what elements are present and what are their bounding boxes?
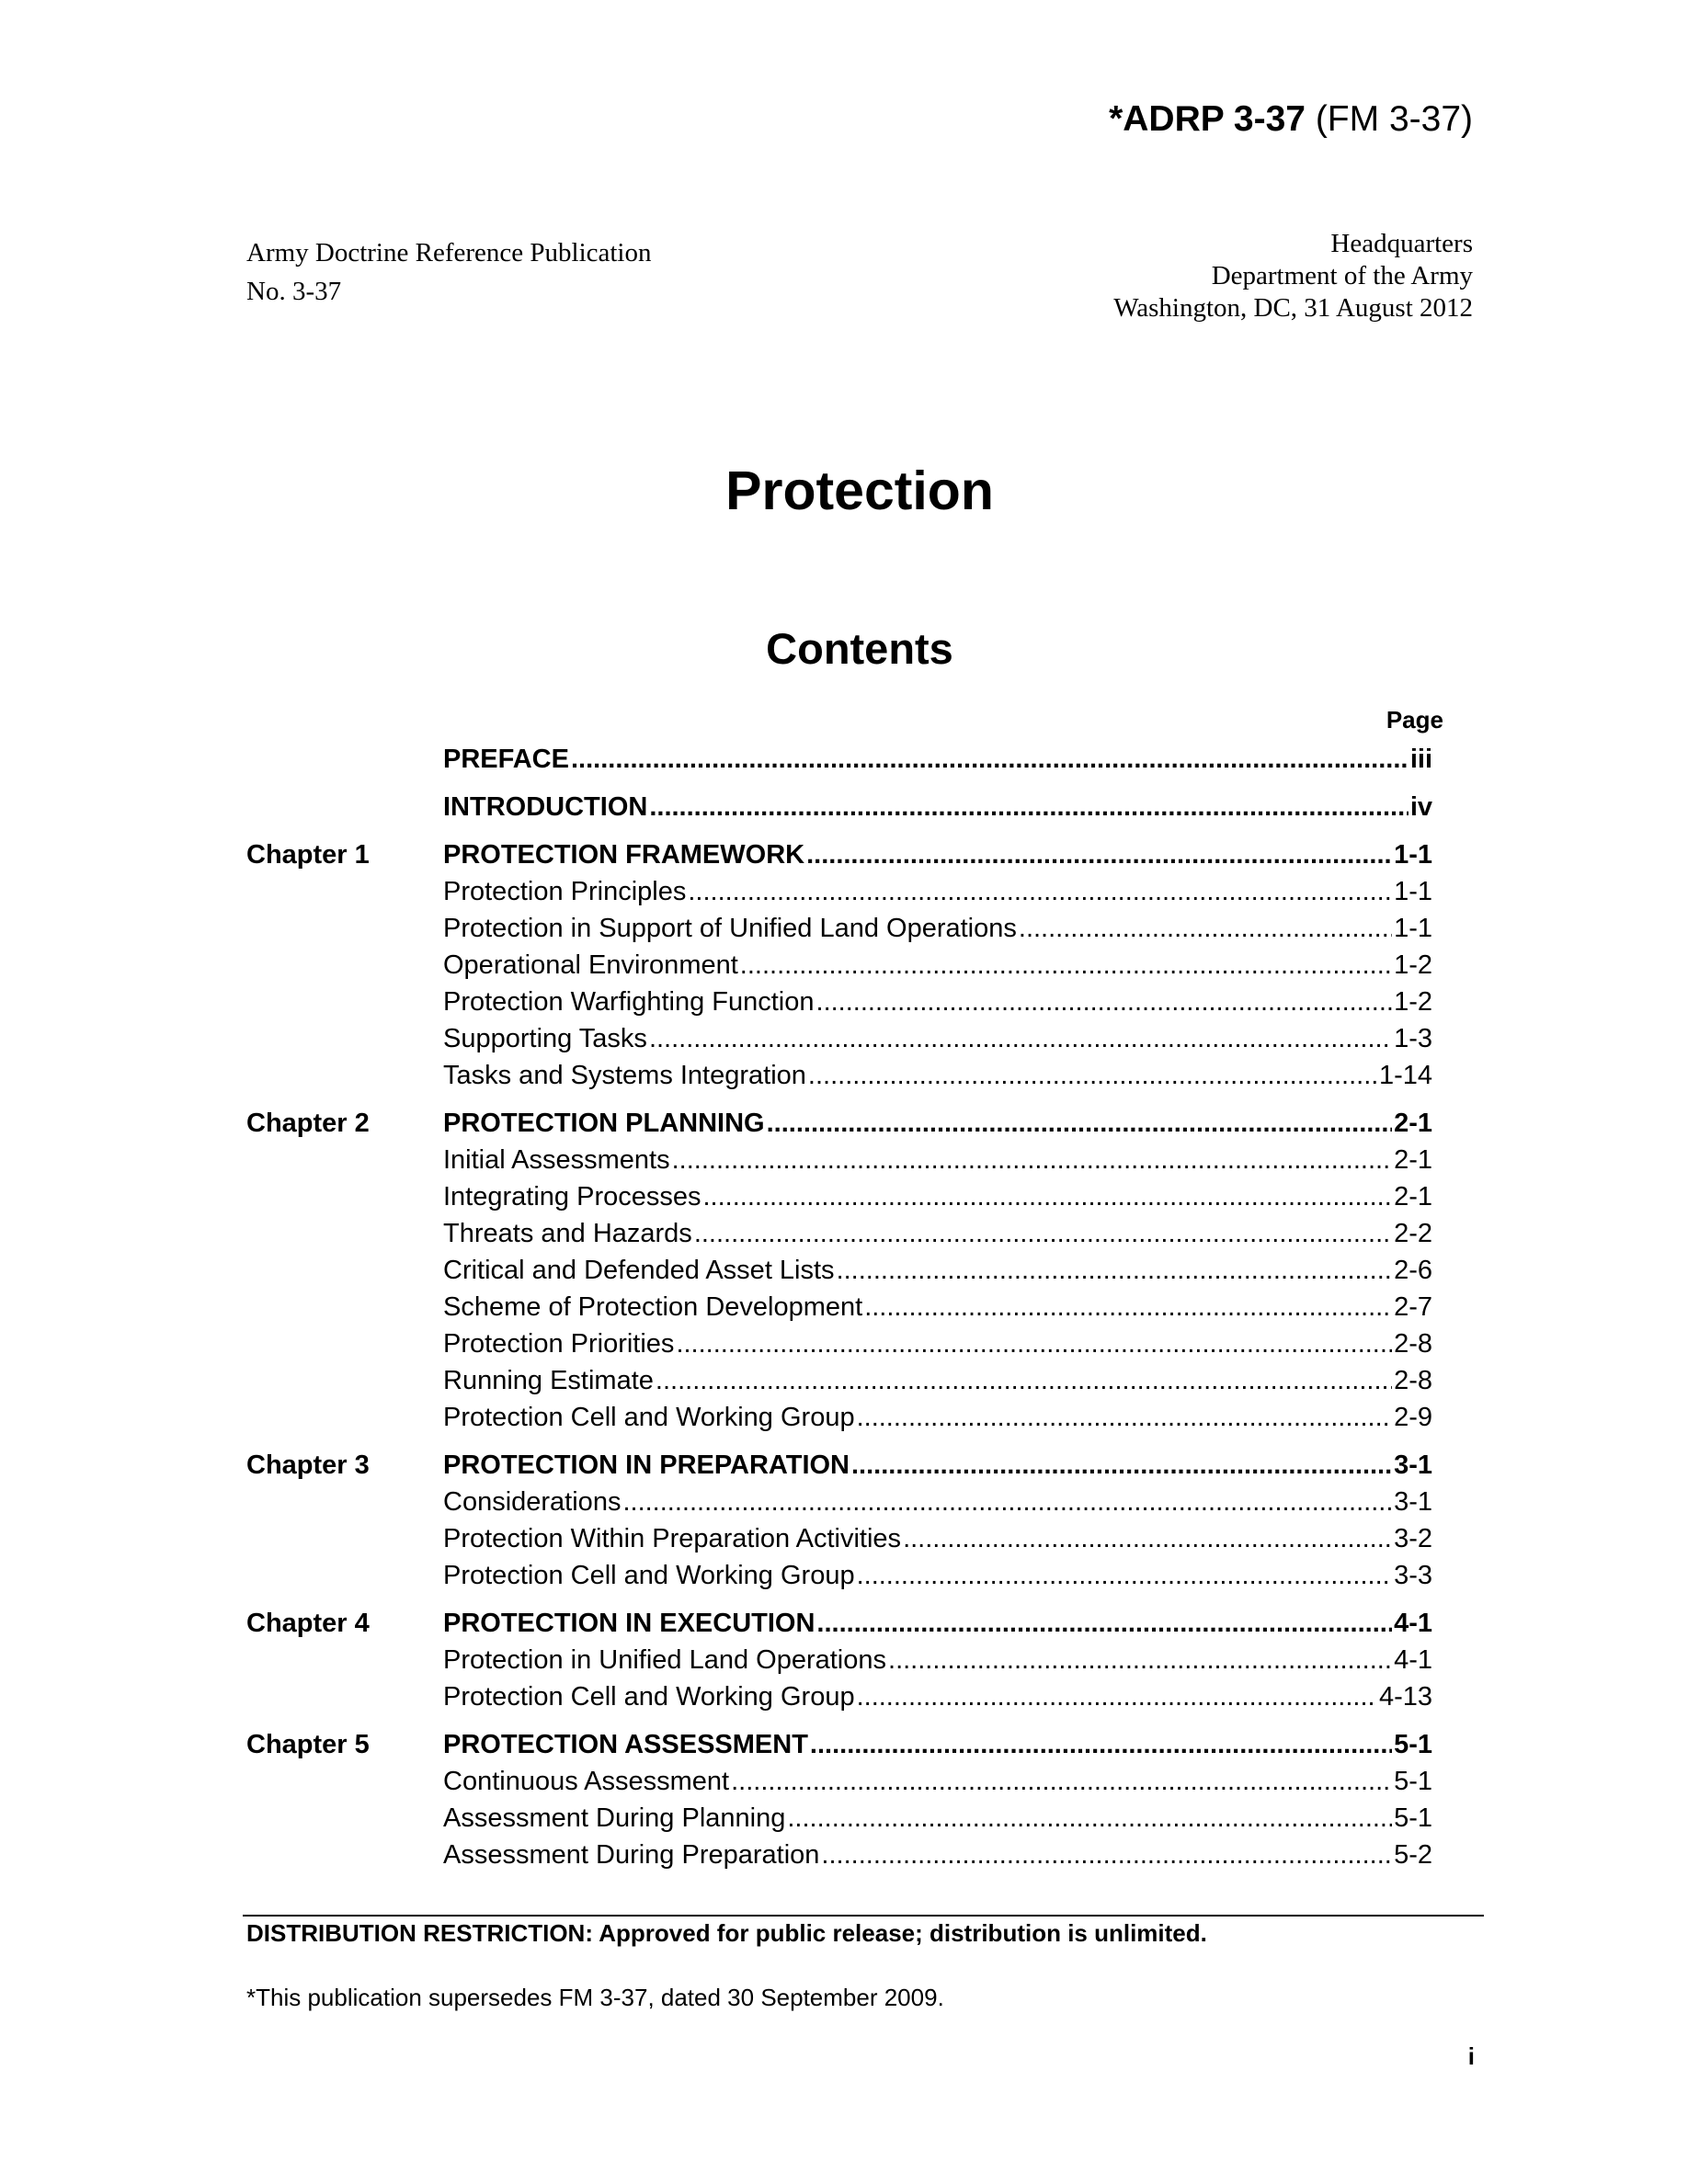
toc-entry-title: PROTECTION IN PREPARATION (443, 1450, 850, 1480)
toc-dot-leader (702, 1178, 1392, 1215)
toc-entry-title: Critical and Defended Asset Lists (443, 1256, 835, 1285)
toc-section-entry[interactable] (246, 1520, 1432, 1557)
toc-chapter-entry[interactable] (246, 1726, 1432, 1763)
toc-section-entry[interactable] (246, 1642, 1432, 1678)
toc-entry-title: Assessment During Planning (443, 1803, 786, 1833)
footer-divider (243, 1915, 1484, 1917)
toc-dot-leader (837, 1252, 1393, 1289)
toc-dot-leader (622, 1484, 1392, 1520)
toc-dot-leader (816, 1605, 1392, 1642)
toc-section-entry[interactable] (246, 873, 1432, 910)
distribution-restriction: DISTRIBUTION RESTRICTION: Approved for public release; distribution is unlimited. (246, 1919, 1207, 1947)
document-title: Protection (725, 461, 994, 521)
toc-section-entry[interactable] (246, 947, 1432, 984)
toc-entry-title: PROTECTION ASSESSMENT (443, 1730, 808, 1759)
toc-entry-page: 4-13 (1378, 1682, 1432, 1712)
toc-dot-leader (571, 741, 1409, 778)
toc-section-entry[interactable] (246, 1678, 1432, 1715)
toc-entry-title: Running Estimate (443, 1366, 654, 1395)
page-column-label: Page (1386, 706, 1443, 734)
toc-entry-line (443, 836, 1432, 873)
toc-dot-leader (816, 984, 1393, 1020)
toc-dot-leader (851, 1447, 1392, 1484)
toc-entry-line (443, 1057, 1432, 1094)
toc-dot-leader (649, 1020, 1392, 1057)
toc-dot-leader (806, 836, 1392, 873)
toc-entry-title: INTRODUCTION (443, 792, 648, 822)
toc-section-entry[interactable] (246, 1837, 1432, 1873)
authority-line-3: Washington, DC, 31 August 2012 (1113, 293, 1473, 323)
toc-dot-leader (688, 873, 1392, 910)
toc-chapter-entry[interactable] (246, 836, 1432, 873)
toc-entry-line (443, 1215, 1432, 1252)
toc-entry-page: 1-1 (1394, 840, 1432, 870)
toc-entry-page: 1-3 (1394, 1024, 1432, 1053)
toc-dot-leader (864, 1289, 1392, 1325)
toc-section-entry[interactable] (246, 1215, 1432, 1252)
toc-entry-page: 2-9 (1394, 1403, 1432, 1432)
contents-heading: Contents (766, 624, 953, 673)
toc-entry-page: 5-1 (1394, 1767, 1432, 1796)
toc-section-entry[interactable] (246, 1557, 1432, 1594)
toc-entry-page: 3-1 (1394, 1487, 1432, 1517)
toc-entry-title: Integrating Processes (443, 1182, 701, 1211)
toc-chapter-entry[interactable] (246, 1105, 1432, 1142)
toc-entry-line (443, 1605, 1432, 1642)
toc-dot-leader (821, 1837, 1392, 1873)
publication-number: No. 3-37 (246, 277, 342, 306)
toc-entry-title: Protection in Unified Land Operations (443, 1645, 887, 1675)
toc-entry-page: 3-1 (1394, 1450, 1432, 1480)
toc-dot-leader (808, 1057, 1377, 1094)
publication-designation (246, 233, 651, 311)
toc-entry-page: 1-1 (1394, 877, 1432, 906)
toc-entry-line (443, 1252, 1432, 1289)
toc-dot-leader (694, 1215, 1392, 1252)
toc-entry-line (443, 1142, 1432, 1178)
toc-entry-page: iv (1409, 792, 1432, 822)
toc-section-entry[interactable] (246, 1399, 1432, 1436)
toc-entry-page: 2-6 (1394, 1256, 1432, 1285)
toc-chapter-label: Chapter 2 (246, 1109, 370, 1138)
publication-id-main: *ADRP 3-37 (1109, 99, 1306, 139)
toc-entry-page: 5-2 (1394, 1840, 1432, 1870)
toc-entry-line (443, 1520, 1432, 1557)
toc-entry-line (443, 1178, 1432, 1215)
toc-entry-line (443, 1447, 1432, 1484)
toc-chapter-label: Chapter 3 (246, 1450, 370, 1480)
toc-section-entry[interactable] (246, 1325, 1432, 1362)
table-of-contents (246, 741, 1432, 1873)
toc-dot-leader (857, 1678, 1377, 1715)
toc-section-entry[interactable] (246, 1800, 1432, 1837)
toc-entry-page: 5-1 (1394, 1730, 1432, 1759)
toc-chapter-label: Chapter 4 (246, 1609, 370, 1638)
toc-entry-page: 1-14 (1378, 1061, 1432, 1090)
toc-dot-leader (857, 1557, 1393, 1594)
toc-section-entry[interactable] (246, 910, 1432, 947)
toc-entry-page: 2-7 (1394, 1292, 1432, 1322)
toc-entry-title: Protection in Support of Unified Land Operations (443, 914, 1017, 943)
toc-entry-title: Scheme of Protection Development (443, 1292, 863, 1322)
toc-chapter-entry[interactable] (246, 1447, 1432, 1484)
toc-dot-leader (731, 1763, 1392, 1800)
toc-entry-title: PROTECTION IN EXECUTION (443, 1609, 815, 1638)
toc-entry-line (443, 1105, 1432, 1142)
toc-entry-title: Protection Warfighting Function (443, 987, 815, 1017)
toc-entry-line (443, 1800, 1432, 1837)
toc-entry-title: Supporting Tasks (443, 1024, 647, 1053)
toc-entry-page: 2-1 (1394, 1109, 1432, 1138)
toc-entry-page: 3-3 (1394, 1561, 1432, 1590)
toc-entry-title: Tasks and Systems Integration (443, 1061, 806, 1090)
toc-entry-line (443, 910, 1432, 947)
toc-entry-page: 4-1 (1394, 1645, 1432, 1675)
toc-entry-page: 2-2 (1394, 1219, 1432, 1248)
toc-entry-line (443, 1484, 1432, 1520)
supersedes-note: *This publication supersedes FM 3-37, dated 30 September 2009. (246, 1984, 944, 2011)
toc-chapter-label: Chapter 1 (246, 840, 370, 870)
toc-section-entry[interactable] (246, 984, 1432, 1020)
toc-entry-title: Protection Within Preparation Activities (443, 1524, 902, 1553)
toc-section-entry[interactable] (246, 1252, 1432, 1289)
toc-entry-page: 3-2 (1394, 1524, 1432, 1553)
toc-dot-leader (888, 1642, 1392, 1678)
toc-dot-leader (787, 1800, 1392, 1837)
toc-entry-title: Protection Priorities (443, 1329, 675, 1359)
toc-dot-leader (1019, 910, 1392, 947)
toc-entry-title: PREFACE (443, 745, 569, 774)
toc-entry-line (443, 984, 1432, 1020)
toc-dot-leader (672, 1142, 1392, 1178)
authority-line-1: Headquarters (1330, 229, 1473, 258)
toc-entry-line (443, 1399, 1432, 1436)
toc-dot-leader (649, 789, 1408, 825)
toc-entry-page: 2-1 (1394, 1182, 1432, 1211)
toc-dot-leader (767, 1105, 1392, 1142)
toc-entry-page: 1-2 (1394, 950, 1432, 980)
toc-entry-line (443, 1837, 1432, 1873)
toc-section-entry[interactable] (246, 1763, 1432, 1800)
toc-entry-title: Considerations (443, 1487, 622, 1517)
toc-entry-page: 2-8 (1394, 1329, 1432, 1359)
toc-entry-title: Initial Assessments (443, 1145, 670, 1175)
toc-entry-page: 5-1 (1394, 1803, 1432, 1833)
toc-entry-title: Assessment During Preparation (443, 1840, 820, 1870)
toc-entry-line (443, 1325, 1432, 1362)
page-number: i (1467, 2042, 1475, 2070)
toc-entry-line (443, 1362, 1432, 1399)
toc-entry-title: Threats and Hazards (443, 1219, 692, 1248)
toc-entry-title: Protection Cell and Working Group (443, 1561, 855, 1590)
toc-chapter-entry[interactable] (246, 741, 1432, 778)
publication-id-alt: (FM 3-37) (1315, 99, 1473, 139)
toc-dot-leader (857, 1399, 1393, 1436)
issuing-authority (1113, 228, 1473, 324)
toc-section-entry[interactable] (246, 1020, 1432, 1057)
toc-dot-leader (740, 947, 1392, 984)
toc-entry-page: iii (1409, 745, 1432, 774)
toc-entry-line (443, 873, 1432, 910)
toc-entry-line (443, 1020, 1432, 1057)
toc-entry-title: Protection Cell and Working Group (443, 1682, 855, 1712)
toc-entry-line (443, 1678, 1432, 1715)
toc-chapter-entry[interactable] (246, 789, 1432, 825)
toc-entry-line (443, 947, 1432, 984)
toc-dot-leader (903, 1520, 1392, 1557)
toc-dot-leader (676, 1325, 1392, 1362)
toc-entry-title: PROTECTION PLANNING (443, 1109, 765, 1138)
toc-section-entry[interactable] (246, 1057, 1432, 1094)
toc-entry-line (443, 1289, 1432, 1325)
toc-entry-page: 2-1 (1394, 1145, 1432, 1175)
toc-entry-line (443, 789, 1432, 825)
toc-entry-line (443, 1642, 1432, 1678)
toc-dot-leader (656, 1362, 1392, 1399)
toc-entry-title: Protection Principles (443, 877, 687, 906)
toc-entry-page: 4-1 (1394, 1609, 1432, 1638)
toc-entry-title: Continuous Assessment (443, 1767, 730, 1796)
toc-dot-leader (810, 1726, 1392, 1763)
toc-section-entry[interactable] (246, 1142, 1432, 1178)
toc-section-entry[interactable] (246, 1178, 1432, 1215)
toc-entry-title: Protection Cell and Working Group (443, 1403, 855, 1432)
toc-chapter-label: Chapter 5 (246, 1730, 370, 1759)
toc-entry-page: 1-1 (1394, 914, 1432, 943)
toc-entry-title: Operational Environment (443, 950, 738, 980)
toc-section-entry[interactable] (246, 1362, 1432, 1399)
toc-entry-line (443, 1726, 1432, 1763)
toc-entry-line (443, 1763, 1432, 1800)
authority-line-2: Department of the Army (1211, 261, 1473, 290)
toc-section-entry[interactable] (246, 1484, 1432, 1520)
publication-id (1109, 99, 1473, 140)
publication-type: Army Doctrine Reference Publication (246, 238, 652, 267)
toc-entry-page: 2-8 (1394, 1366, 1432, 1395)
toc-entry-line (443, 1557, 1432, 1594)
toc-entry-title: PROTECTION FRAMEWORK (443, 840, 805, 870)
toc-entry-line (443, 741, 1432, 778)
toc-entry-page: 1-2 (1394, 987, 1432, 1017)
toc-section-entry[interactable] (246, 1289, 1432, 1325)
toc-chapter-entry[interactable] (246, 1605, 1432, 1642)
